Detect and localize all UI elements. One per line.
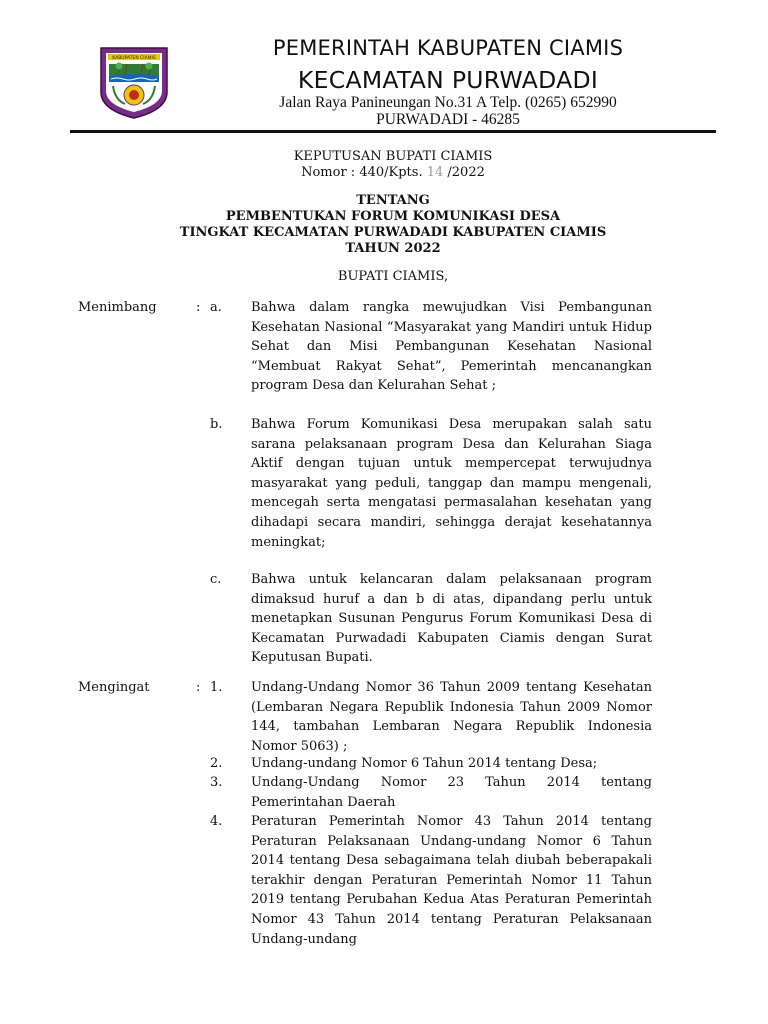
letterhead-divider	[70, 130, 716, 133]
mengingat-item-text: Undang-Undang Nomor 36 Tahun 2009 tentang Kesehatan (Lembaran Negara Republik Indonesia Tahun 2009 Nomor 144, tambahan Lembaran Negara Republik Indonesia Nomor 5063) ;	[251, 680, 652, 754]
decree-number	[70, 165, 716, 180]
letterhead-city-postcode: PURWADADI - 46285	[376, 111, 520, 128]
menimbang-item-mark: a.	[210, 300, 222, 315]
menimbang-colon: :	[196, 300, 201, 315]
menimbang-item-mark: b.	[210, 417, 223, 432]
menimbang-label: Menimbang	[78, 300, 157, 315]
mengingat-item-mark: 4.	[210, 814, 223, 829]
mengingat-colon: :	[196, 680, 201, 695]
menimbang-item-text: Bahwa dalam rangka mewujudkan Visi Pembangunan Kesehatan Nasional “Masyarakat yang Mandiri untuk Hidup Sehat dan Misi Pembangunan Kesehatan Nasional “Membuat Rakyat Sehat”, Pemerintah mencanangkan program Desa dan Kelurahan Sehat ;	[251, 300, 652, 394]
mengingat-item-mark: 1.	[210, 680, 223, 695]
decree-authority: BUPATI CIAMIS,	[337, 269, 449, 284]
decree-subject-line-2: TINGKAT KECAMATAN PURWADADI KABUPATEN CIAMIS	[179, 225, 607, 240]
decree-number-prefix: Nomor : 440/Kpts.	[301, 165, 427, 180]
ciamis-regency-emblem-icon	[95, 42, 173, 120]
decree-number-handwritten: 14	[426, 165, 444, 180]
decree-title: KEPUTUSAN BUPATI CIAMIS	[293, 149, 493, 164]
letterhead-government-name: PEMERINTAH KABUPATEN CIAMIS	[272, 36, 624, 60]
mengingat-item-mark: 2.	[210, 756, 223, 771]
letterhead-district-name: KECAMATAN PURWADADI	[297, 66, 599, 94]
svg-text:KABUPATEN CIAMIS: KABUPATEN CIAMIS	[112, 56, 156, 61]
decree-about: TENTANG	[356, 193, 430, 208]
mengingat-item-text: Undang-Undang Nomor 23 Tahun 2014 tentang Pemerintahan Daerah	[251, 775, 652, 810]
mengingat-item-mark: 3.	[210, 775, 223, 790]
mengingat-item-text: Undang-undang Nomor 6 Tahun 2014 tentang Desa;	[251, 756, 598, 771]
menimbang-item-mark: c.	[210, 572, 222, 587]
menimbang-item-text: Bahwa untuk kelancaran dalam pelaksanaan program dimaksud huruf a dan b di atas, dipandang perlu untuk menetapkan Susunan Pengurus Forum Komunikasi Desa di Kecamatan Purwadadi Kabupaten Ciamis dengan Surat Keputusan Bupati.	[251, 572, 652, 666]
mengingat-item-text: Peraturan Pemerintah Nomor 43 Tahun 2014 tentang Peraturan Pelaksanaan Undang-undang Nomor 6 Tahun 2014 tentang Desa sebagaimana telah diubah beberapakali terakhir dengan Peraturan Pemerintah Nomor 11 Tahun 2019 tentang Perubahan Kedua Atas Peraturan Pemerintah Nomor 43 Tahun 2014 tentang Peraturan Pelaksanaan Undang-undang	[251, 814, 652, 947]
decree-subject-line-1: PEMBENTUKAN FORUM KOMUNIKASI DESA	[225, 209, 561, 224]
letterhead-address: Jalan Raya Panineungan No.31 A Telp. (0265) 652990	[279, 94, 617, 111]
menimbang-item-text: Bahwa Forum Komunikasi Desa merupakan salah satu sarana pelaksanaan program Desa dan Kelurahan Siaga Aktif dengan tujuan untuk mempercepat terwujudnya masyarakat yang peduli, tanggap dan mampu mengenali, mencegah serta mengatasi permasalahan kesehatan yang dihadapi secara mandiri, sehingga derajat kesehatannya meningkat;	[251, 417, 652, 550]
mengingat-label: Mengingat	[78, 680, 150, 695]
decree-subject-line-3: TAHUN 2022	[345, 241, 441, 256]
decree-number-suffix: /2022	[443, 165, 485, 180]
